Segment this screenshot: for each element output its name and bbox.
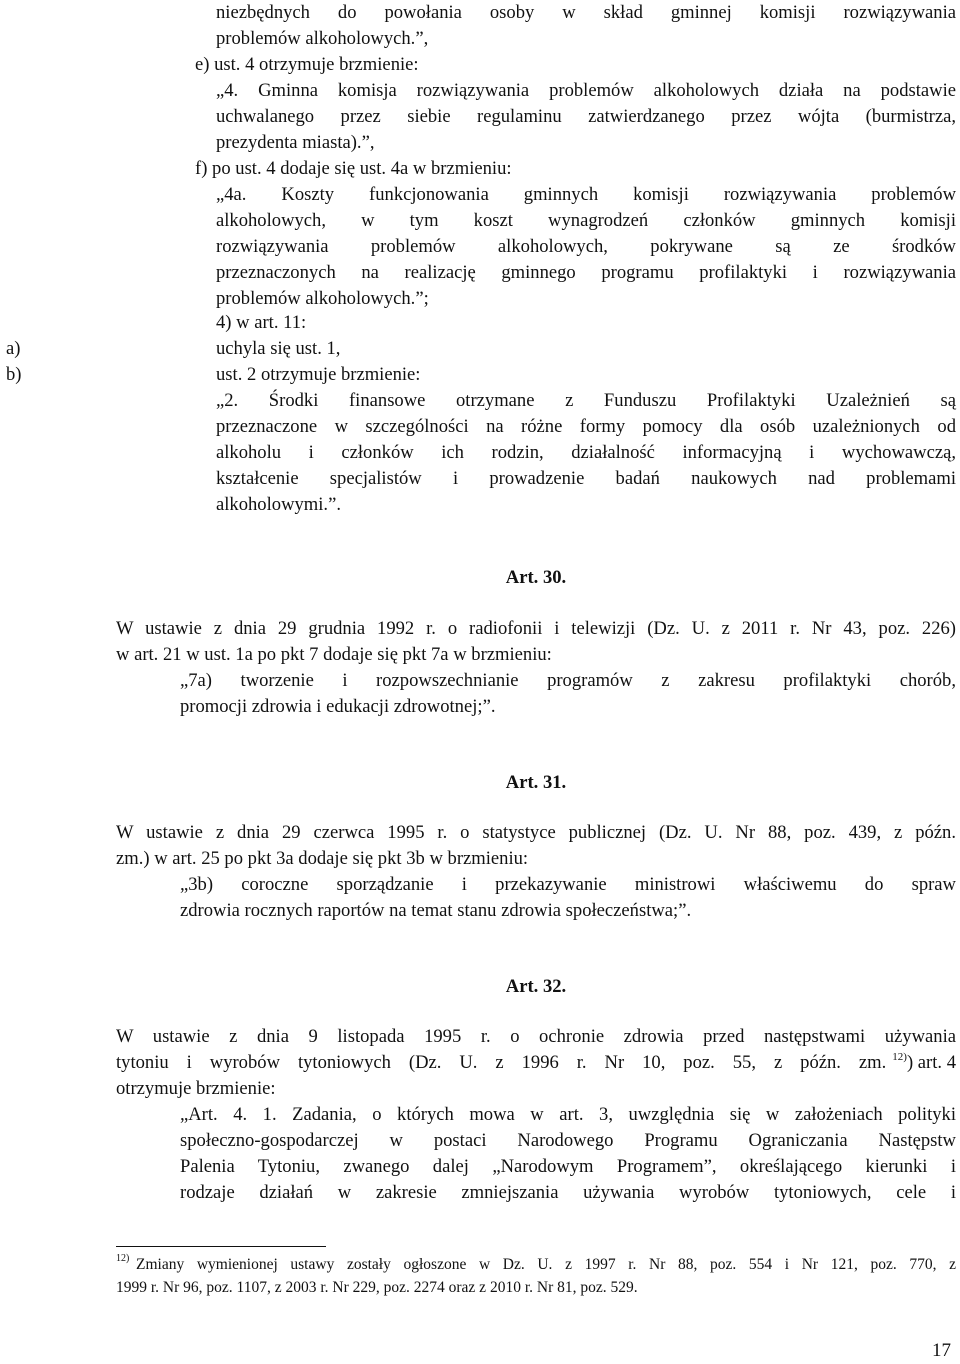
text-line: kształcenie specjalistów i prowadzenie badań naukowych nad problemami	[216, 468, 956, 489]
footnote-text: 1999 r. Nr 96, poz. 1107, z 2003 r. Nr 229, poz. 2274 oraz z 2010 r. Nr 81, poz. 529.	[116, 1279, 638, 1296]
text-line: zm.) w art. 25 po pkt 3a dodaje się pkt 3b w brzmieniu:	[116, 848, 529, 869]
text-line: rozwiązywania problemów alkoholowych, pokrywane są ze środków	[216, 236, 956, 257]
list-marker: b)	[6, 364, 22, 385]
text-line: przeznaczonych na realizację gminnego programu profilaktyki i rozwiązywania	[216, 262, 956, 283]
footnote-divider	[116, 1246, 326, 1247]
text-line-with-footnote-ref	[116, 1050, 956, 1078]
text-fragment: ) art. 4	[906, 1052, 956, 1073]
text-line: alkoholowych, w tym koszt wynagrodzeń członków gminnych komisji	[216, 210, 956, 231]
text-line: „4a. Koszty funkcjonowania gminnych komisji rozwiązywania problemów	[216, 184, 956, 205]
text-line: ust. 2 otrzymuje brzmienie:	[216, 364, 421, 385]
list-marker: a)	[6, 338, 21, 359]
text-line: uchwalanego przez siebie regulaminu zatwierdzanego przez wójta (burmistrza,	[216, 106, 956, 127]
text-line: W ustawie z dnia 29 czerwca 1995 r. o statystyce publicznej (Dz. U. Nr 88, poz. 439, z późn.	[116, 822, 956, 843]
footnote	[116, 1254, 956, 1276]
text-line: alkoholowymi.”.	[216, 494, 341, 515]
text-line: w art. 21 w ust. 1a po pkt 7 dodaje się pkt 7a w brzmieniu:	[116, 644, 552, 665]
page-number: 17	[932, 1340, 951, 1361]
text-line: 4) w art. 11:	[216, 312, 307, 333]
footnote-reference[interactable]	[892, 1050, 956, 1078]
text-line: otrzymuje brzmienie:	[116, 1078, 276, 1099]
text-line: f) po ust. 4 dodaje się ust. 4a w brzmieniu:	[195, 158, 512, 179]
text-line: niezbędnych do powołania osoby w skład gminnej komisji rozwiązywania	[216, 2, 956, 23]
footnote-mark: 12)	[116, 1253, 130, 1264]
text-line: uchyla się ust. 1,	[216, 338, 341, 359]
text-line: rodzaje działań w zakresie zmniejszania używania wyrobów tytoniowych, cele i	[180, 1182, 956, 1203]
text-line: W ustawie z dnia 29 grudnia 1992 r. o radiofonii i telewizji (Dz. U. z 2011 r. Nr 43, poz. 226)	[116, 618, 956, 639]
text-line: „2. Środki finansowe otrzymane z Funduszu Profilaktyki Uzależnień są	[216, 390, 956, 411]
text-line: Palenia Tytoniu, zwanego dalej „Narodowym Programem”, określającego kierunki i	[180, 1156, 956, 1177]
text-line: problemów alkoholowych.”;	[216, 288, 429, 309]
text-line: zdrowia rocznych raportów na temat stanu zdrowia społeczeństwa;”.	[180, 900, 692, 921]
article-heading: Art. 30.	[505, 567, 567, 588]
text-line: „7a) tworzenie i rozpowszechnianie programów z zakresu profilaktyki chorób,	[180, 670, 956, 691]
text-line: alkoholu i członków ich rodzin, działalność informacyjną i wychowawczą,	[216, 442, 956, 463]
footnote-text: Zmiany wymienionej ustawy zostały ogłoszone w Dz. U. z 1997 r. Nr 88, poz. 554 i Nr 121, poz. 770, z	[136, 1256, 956, 1273]
text-line: „4. Gminna komisja rozwiązywania problemów alkoholowych działa na podstawie	[216, 80, 956, 101]
text-line: prezydenta miasta).”,	[216, 132, 375, 153]
text-line: „Art. 4. 1. Zadania, o których mowa w art. 3, uwzględnia się w założeniach polityki	[180, 1104, 956, 1125]
footnote-ref-mark: 12)	[892, 1051, 907, 1063]
text-line: problemów alkoholowych.”,	[216, 28, 429, 49]
text-line: „3b) coroczne sporządzanie i przekazywanie ministrowi właściwemu do spraw	[180, 874, 956, 895]
text-line: tytoniu i wyrobów tytoniowych (Dz. U. z 1996 r. Nr 10, poz. 55, z późn. zm.	[116, 1052, 887, 1073]
text-line: e) ust. 4 otrzymuje brzmienie:	[195, 54, 419, 75]
text-line: przeznaczone w szczególności na różne formy pomocy dla osób uzależnionych od	[216, 416, 956, 437]
article-heading: Art. 32.	[505, 976, 567, 997]
text-line: promocji zdrowia i edukacji zdrowotnej;”.	[180, 696, 496, 717]
text-line: W ustawie z dnia 9 listopada 1995 r. o ochronie zdrowia przed następstwami używania	[116, 1026, 956, 1047]
text-line: społeczno-gospodarczej w postaci Narodowego Programu Ograniczania Następstw	[180, 1130, 956, 1151]
article-heading: Art. 31.	[505, 772, 567, 793]
